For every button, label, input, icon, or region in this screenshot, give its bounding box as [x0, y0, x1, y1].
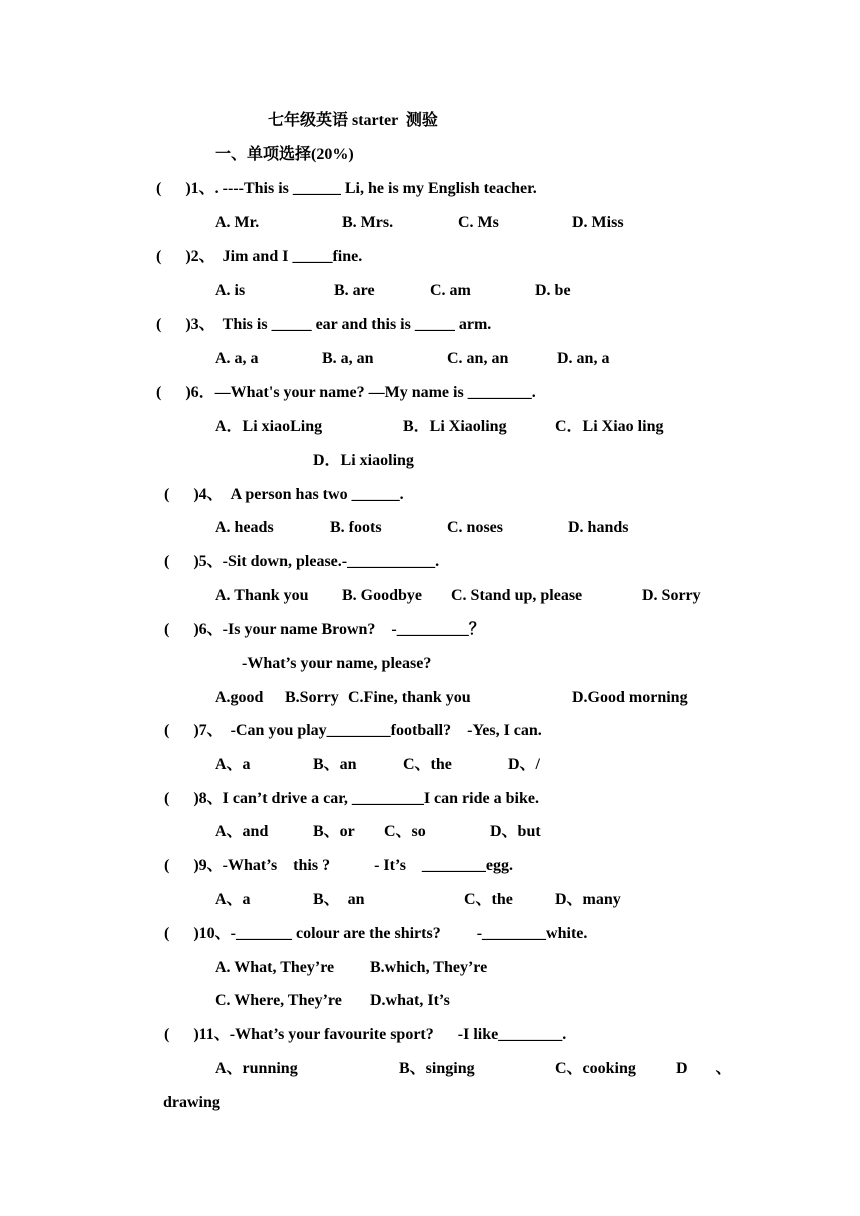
option: A. Thank you — [215, 587, 309, 604]
option: A、a — [215, 756, 251, 773]
question-stem: ( )1、. ----This is ______ Li, he is my English teacher. — [156, 180, 537, 197]
option: A、running — [215, 1060, 298, 1077]
option: A.good — [215, 689, 264, 706]
option: B.Sorry — [285, 689, 339, 706]
option: A. What, They’re — [215, 959, 335, 976]
option: A. heads — [215, 519, 274, 536]
question-stem: ( )10、-_______ colour are the shirts? -________white. — [164, 925, 588, 942]
option: D 、 — [676, 1060, 732, 1077]
option: D、but — [490, 823, 541, 840]
option: C、so — [384, 823, 426, 840]
option: C. noses — [447, 519, 504, 536]
option: D. be — [535, 282, 571, 299]
question-stem: ( )7、 -Can you play________football? -Yes, I can. — [164, 722, 542, 739]
option: D. hands — [568, 519, 629, 536]
question-stem: ( )6．—What's your name? —My name is ________. — [156, 384, 536, 401]
option: C. Where, They’re — [215, 992, 342, 1009]
question-stem: ( )9、-What’s this ? - It’s ________egg. — [164, 857, 514, 874]
question-stem: ( )5、-Sit down, please.-___________. — [164, 553, 440, 570]
option: C. Ms — [458, 214, 499, 231]
option: C、cooking — [555, 1060, 636, 1077]
option: B. a, an — [322, 350, 374, 367]
question-stem: ( )3、 This is _____ ear and this is _____ arm. — [156, 316, 492, 333]
page-title: 七年级英语 starter 测验 — [268, 112, 438, 129]
question-stem: ( )11、-What’s your favourite sport? -I like________. — [164, 1026, 567, 1043]
option: A、and — [215, 823, 269, 840]
option: D.Good morning — [572, 689, 688, 706]
option: B. are — [334, 282, 375, 299]
option: D、many — [555, 891, 621, 908]
option: D、/ — [508, 756, 541, 773]
option: C、the — [464, 891, 513, 908]
option: A、a — [215, 891, 251, 908]
option: A. a, a — [215, 350, 259, 367]
option: A. is — [215, 282, 246, 299]
option: A．Li xiaoLing — [215, 418, 323, 435]
question-stem: ( )2、 Jim and I _____fine. — [156, 248, 363, 265]
option: C、the — [403, 756, 452, 773]
option: B．Li Xiaoling — [403, 418, 507, 435]
option: D．Li xiaoling — [313, 452, 414, 469]
option: B.which, They’re — [370, 959, 488, 976]
option: D. Sorry — [642, 587, 701, 604]
option: B. Mrs. — [342, 214, 394, 231]
question-stem: ( )4、 A person has two ______. — [164, 486, 404, 503]
question-stem: ( )6、-Is your name Brown? -_________？ — [164, 621, 485, 638]
option: D.what, It’s — [370, 992, 450, 1009]
option: B、or — [313, 823, 355, 840]
option: C. am — [430, 282, 471, 299]
section-heading: 一、单项选择(20%) — [215, 146, 354, 163]
option: C.Fine, thank you — [348, 689, 471, 706]
question-stem: ( )8、I can’t drive a car, _________I can ride a bike. — [164, 790, 539, 807]
option: C．Li Xiao ling — [555, 418, 664, 435]
option: B、 an — [313, 891, 365, 908]
question-stem-continued: -What’s your name, please? — [242, 655, 432, 672]
option: A. Mr. — [215, 214, 260, 231]
option-continued: drawing — [163, 1094, 220, 1111]
option: B、an — [313, 756, 357, 773]
option: B. Goodbye — [342, 587, 423, 604]
option: B. foots — [330, 519, 382, 536]
option: D. Miss — [572, 214, 624, 231]
option: B、singing — [399, 1060, 475, 1077]
option: C. Stand up, please — [451, 587, 583, 604]
option: D. an, a — [557, 350, 610, 367]
option: C. an, an — [447, 350, 509, 367]
